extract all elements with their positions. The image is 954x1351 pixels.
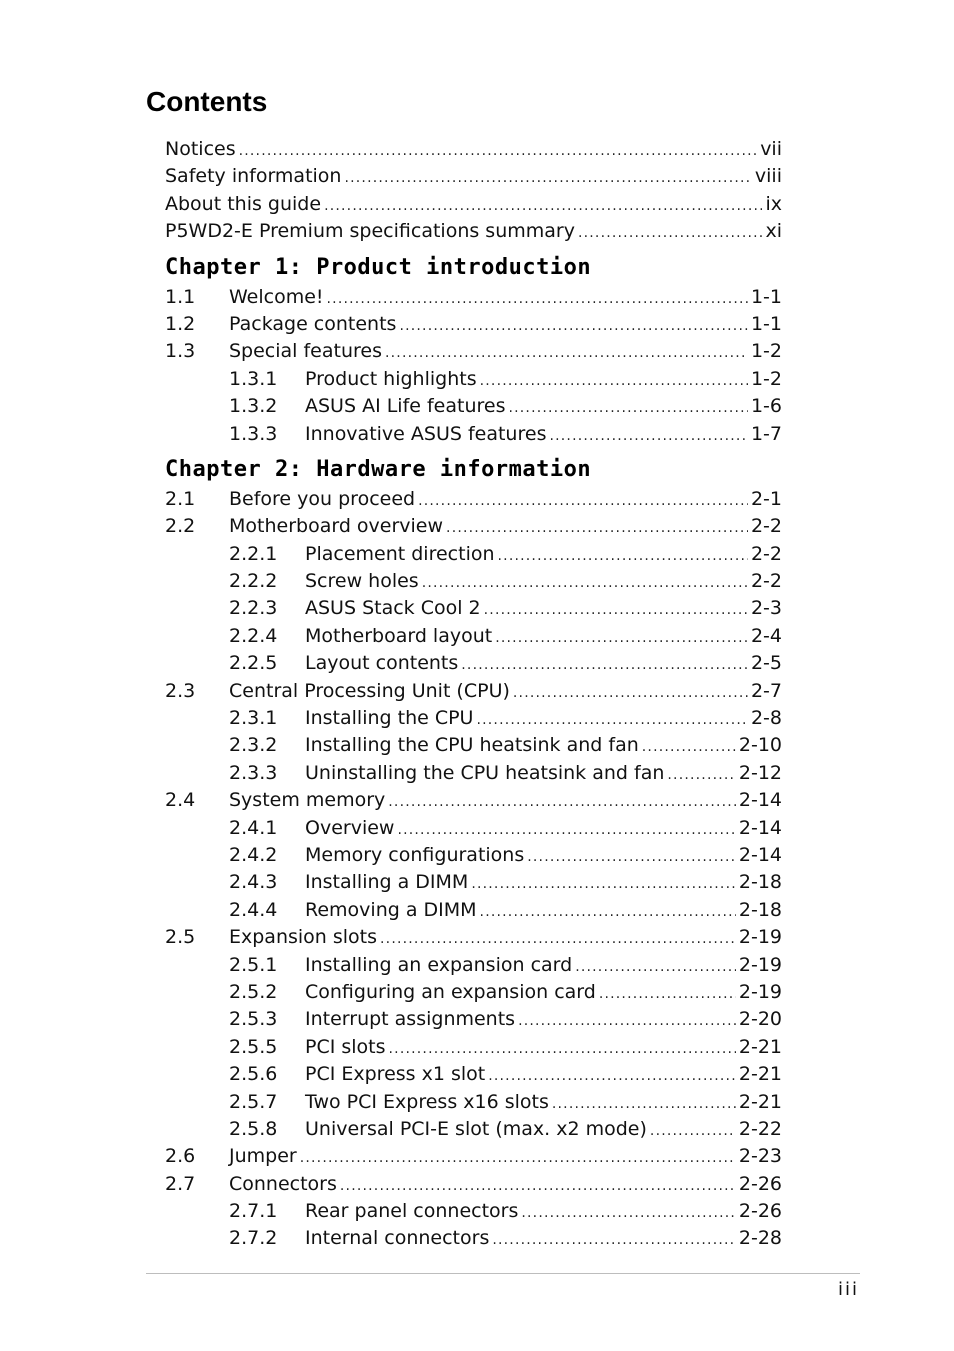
section-number: 2.7 <box>165 1172 196 1195</box>
page-reference: xi <box>765 220 782 243</box>
page-reference: 2-2 <box>750 570 782 593</box>
section-title: Welcome! <box>229 285 324 308</box>
dot-leader <box>495 625 748 652</box>
dot-leader <box>399 313 748 340</box>
section-number: 1.3 <box>165 340 196 363</box>
dot-leader <box>418 488 748 515</box>
toc-entry[interactable] <box>165 705 782 732</box>
toc-entry[interactable] <box>165 1034 782 1061</box>
dot-leader <box>484 597 748 624</box>
section-number: 2.2.5 <box>229 652 278 675</box>
toc-entry[interactable] <box>165 1171 782 1198</box>
section-title: Configuring an expansion card <box>305 980 596 1003</box>
section-title: Jumper <box>229 1145 297 1168</box>
toc-entry[interactable] <box>165 338 782 365</box>
dot-leader <box>508 395 747 422</box>
toc-entry[interactable] <box>165 595 782 622</box>
section-number: 1.3.2 <box>229 395 278 418</box>
section-number: 2.4.1 <box>229 816 278 839</box>
section-number: 1.3.3 <box>229 422 278 445</box>
toc-entry[interactable] <box>165 486 782 513</box>
section-title: System memory <box>229 789 386 812</box>
chapter-heading: Chapter 1: Product introduction <box>165 254 592 280</box>
section-title: Installing the CPU <box>305 707 474 730</box>
page-reference: 2-21 <box>738 1090 782 1113</box>
toc-entry[interactable] <box>165 678 782 705</box>
page-reference: 1-1 <box>750 312 782 335</box>
section-title: Two PCI Express x16 slots <box>305 1090 549 1113</box>
dot-leader <box>446 515 748 542</box>
dot-leader <box>327 286 748 313</box>
section-title: Motherboard layout <box>305 624 493 647</box>
page-reference: 2-10 <box>738 734 782 757</box>
section-title: Installing an expansion card <box>305 953 573 976</box>
page-reference: ix <box>765 192 782 215</box>
section-title: Universal PCI-E slot (max. x2 mode) <box>305 1117 647 1140</box>
page-title: Contents <box>146 86 268 117</box>
section-title: Central Processing Unit (CPU) <box>229 679 510 702</box>
toc-entry[interactable] <box>165 952 782 979</box>
section-number: 2.4.4 <box>229 898 278 921</box>
dot-leader <box>552 1091 736 1118</box>
toc-entry[interactable] <box>165 366 782 393</box>
page-reference: 1-2 <box>750 367 782 390</box>
page-reference: 2-14 <box>738 816 782 839</box>
section-title: Notices <box>165 138 236 160</box>
section-title: ASUS Stack Cool 2 <box>305 597 481 620</box>
toc-entry[interactable] <box>165 191 782 218</box>
section-title: Motherboard overview <box>229 515 444 538</box>
page-reference: 2-26 <box>738 1200 782 1223</box>
page-reference: 2-21 <box>738 1063 782 1086</box>
toc-entry[interactable] <box>165 513 782 540</box>
section-title: Rear panel connectors <box>305 1200 519 1223</box>
toc-entry[interactable] <box>165 163 782 190</box>
toc-entry[interactable] <box>165 136 782 163</box>
dot-leader <box>492 1227 736 1254</box>
section-number: 2.3.2 <box>229 734 278 757</box>
section-number: 2.5.2 <box>229 980 278 1003</box>
page-reference: 2-28 <box>738 1227 782 1250</box>
dot-leader <box>480 899 736 926</box>
toc-entry[interactable] <box>165 732 782 759</box>
section-number: 2.2.4 <box>229 624 278 647</box>
page-reference: 2-19 <box>738 926 782 949</box>
toc-entry[interactable] <box>165 568 782 595</box>
section-number: 2.5 <box>165 926 196 949</box>
section-title: Expansion slots <box>229 926 378 949</box>
page-reference: 2-18 <box>738 898 782 921</box>
section-title: Removing a DIMM <box>305 898 477 921</box>
toc-entry[interactable] <box>165 787 782 814</box>
page-reference: 2-18 <box>738 871 782 894</box>
section-title: Uninstalling the CPU heatsink and fan <box>305 761 665 784</box>
section-number: 1.2 <box>165 312 196 335</box>
page-reference: 2-2 <box>750 515 782 538</box>
section-number: 2.2.1 <box>229 542 278 565</box>
toc-entry[interactable] <box>165 1116 782 1143</box>
page-reference: 2-26 <box>738 1172 782 1195</box>
section-title: Safety information <box>165 165 342 188</box>
dot-leader <box>575 954 736 981</box>
page-reference: 2-3 <box>750 597 782 620</box>
section-number: 2.3.3 <box>229 761 278 784</box>
section-title: Innovative ASUS features <box>305 422 547 445</box>
section-title: Internal connectors <box>305 1227 490 1250</box>
toc-entry[interactable] <box>165 284 782 311</box>
page-reference: 2-21 <box>738 1035 782 1058</box>
section-number: 2.2.3 <box>229 597 278 620</box>
section-number: 2.3.1 <box>229 707 278 730</box>
toc-entry[interactable] <box>165 1061 782 1088</box>
toc-entry[interactable] <box>165 311 782 338</box>
page-reference: 2-2 <box>750 542 782 565</box>
dot-leader <box>385 340 748 367</box>
toc-entry[interactable] <box>165 541 782 568</box>
page-reference: 2-20 <box>738 1008 782 1031</box>
section-title: Interrupt assignments <box>305 1008 516 1031</box>
toc-entry[interactable] <box>165 897 782 924</box>
dot-leader <box>521 1200 736 1227</box>
section-title: Package contents <box>229 312 397 335</box>
dot-leader <box>599 981 736 1008</box>
section-number: 1.1 <box>165 285 196 308</box>
toc-entry[interactable] <box>165 842 782 869</box>
page-reference: 2-1 <box>750 487 782 510</box>
page-reference: 2-14 <box>738 789 782 812</box>
section-title: Memory configurations <box>305 843 525 866</box>
dot-leader <box>388 789 736 816</box>
toc-entry[interactable] <box>165 760 782 787</box>
section-title: Special features <box>229 340 382 363</box>
page-reference: 2-19 <box>738 980 782 1003</box>
section-number: 2.4 <box>165 789 196 812</box>
section-number: 2.5.1 <box>229 953 278 976</box>
dot-leader <box>498 543 748 570</box>
dot-leader <box>667 762 735 789</box>
section-number: 2.5.8 <box>229 1117 278 1140</box>
dot-leader <box>480 368 748 395</box>
page-reference: 2-7 <box>750 679 782 702</box>
section-number: 2.2 <box>165 515 196 538</box>
dot-leader <box>239 138 758 165</box>
dot-leader <box>549 423 747 450</box>
section-number: 2.5.5 <box>229 1035 278 1058</box>
section-number: 2.6 <box>165 1145 196 1168</box>
section-title: P5WD2-E Premium specifications summary <box>165 220 575 243</box>
page-number: iii <box>837 1279 859 1300</box>
section-title: ASUS AI Life features <box>305 395 506 418</box>
toc-entry[interactable] <box>165 815 782 842</box>
dot-leader <box>471 871 736 898</box>
dot-leader <box>397 817 735 844</box>
toc-entry[interactable] <box>165 1006 782 1033</box>
page-reference: 2-12 <box>738 761 782 784</box>
dot-leader <box>513 680 748 707</box>
toc-entry[interactable] <box>165 1143 782 1170</box>
dot-leader <box>300 1145 736 1172</box>
page-reference: 2-5 <box>750 652 782 675</box>
page-reference: 2-23 <box>738 1145 782 1168</box>
dot-leader <box>642 734 736 761</box>
section-title: Product highlights <box>305 367 477 390</box>
section-number: 2.7.2 <box>229 1227 278 1250</box>
dot-leader <box>422 570 748 597</box>
dot-leader <box>476 707 747 734</box>
section-title: Before you proceed <box>229 487 416 510</box>
dot-leader <box>344 165 751 192</box>
page-reference: 1-1 <box>750 285 782 308</box>
dot-leader <box>389 1036 736 1063</box>
section-title: Connectors <box>229 1172 337 1195</box>
section-title: Layout contents <box>305 652 459 675</box>
page-reference: 1-2 <box>750 340 782 363</box>
dot-leader <box>461 652 748 679</box>
page-reference: 2-19 <box>738 953 782 976</box>
section-title: Installing a DIMM <box>305 871 469 894</box>
page-reference: 1-7 <box>750 422 782 445</box>
dot-leader <box>324 193 762 220</box>
section-title: About this guide <box>165 192 322 215</box>
dot-leader <box>518 1008 736 1035</box>
section-title: Placement direction <box>305 542 495 565</box>
section-number: 2.4.3 <box>229 871 278 894</box>
page-reference: viii <box>754 165 782 188</box>
section-number: 2.2.2 <box>229 570 278 593</box>
section-number: 1.3.1 <box>229 367 278 390</box>
toc-entry[interactable] <box>165 1089 782 1116</box>
section-title: PCI Express x1 slot <box>305 1063 486 1086</box>
toc-entry[interactable] <box>165 979 782 1006</box>
section-number: 2.7.1 <box>229 1200 278 1223</box>
section-number: 2.1 <box>165 487 196 510</box>
page-reference: vii <box>760 138 782 160</box>
toc-entry[interactable] <box>165 1198 782 1225</box>
toc-entry[interactable] <box>165 623 782 650</box>
section-number: 2.5.6 <box>229 1063 278 1086</box>
section-title: Screw holes <box>305 570 419 593</box>
section-number: 2.4.2 <box>229 843 278 866</box>
table-of-contents <box>165 136 782 1253</box>
dot-leader <box>380 926 736 953</box>
dot-leader <box>527 844 736 871</box>
footer-divider <box>146 1273 860 1274</box>
section-number: 2.3 <box>165 679 196 702</box>
section-number: 2.5.3 <box>229 1008 278 1031</box>
dot-leader <box>650 1118 736 1145</box>
section-title: PCI slots <box>305 1035 386 1058</box>
section-number: 2.5.7 <box>229 1090 278 1113</box>
toc-entry[interactable] <box>165 869 782 896</box>
chapter-heading: Chapter 2: Hardware information <box>165 456 592 482</box>
page-reference: 2-4 <box>750 624 782 647</box>
dot-leader <box>578 220 763 247</box>
dot-leader <box>488 1063 736 1090</box>
page-reference: 1-6 <box>750 395 782 418</box>
toc-entry[interactable] <box>165 924 782 951</box>
page-reference: 2-8 <box>750 707 782 730</box>
toc-entry[interactable] <box>165 1225 782 1252</box>
dot-leader <box>340 1173 736 1200</box>
toc-entry[interactable] <box>165 393 782 420</box>
section-title: Installing the CPU heatsink and fan <box>305 734 639 757</box>
toc-entry[interactable] <box>165 421 782 448</box>
toc-entry[interactable] <box>165 218 782 245</box>
toc-entry[interactable] <box>165 650 782 677</box>
page-reference: 2-22 <box>738 1117 782 1140</box>
page-reference: 2-14 <box>738 843 782 866</box>
section-title: Overview <box>305 816 395 839</box>
